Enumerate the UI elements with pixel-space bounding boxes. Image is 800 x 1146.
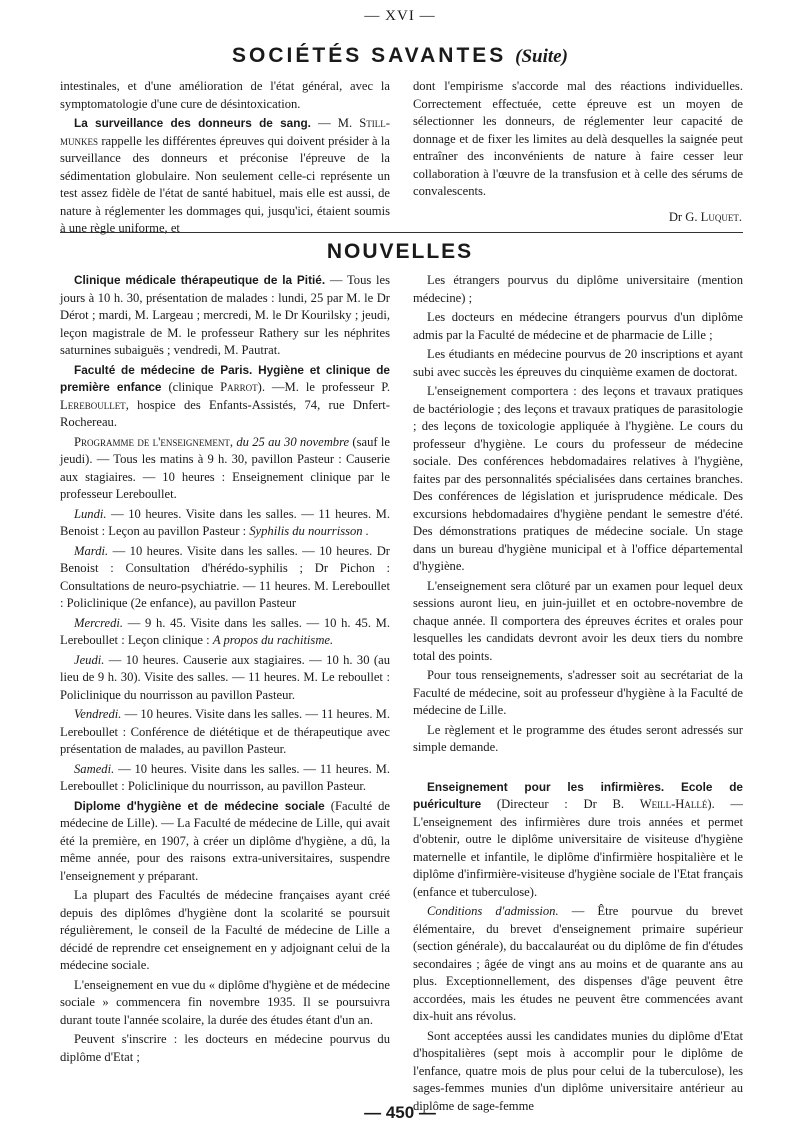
paragraph-heading: Clinique médicale thérapeutique de la Pitié. <box>74 273 326 287</box>
section-divider <box>60 232 743 233</box>
author-name: Still-munkes <box>60 116 390 148</box>
paragraph: Diplome d'hygiène et de médecine sociale (Faculté de médecine de Lille). — La Faculté de médecine de Lille, qui avait été la première, en 1907, à créer un diplôme d'hygiène, a dû, la même année, pour des raisons extra-universitaires, suspendre l'enseignement y préparant. <box>60 798 390 883</box>
paragraph: Peuvent s'inscrire : les docteurs en médecine pourvus du diplôme d'Etat ; <box>60 1032 390 1064</box>
paragraph: intestinales, et d'une amélioration de l'état général, avec la symptomatologie d'une cure de désintoxication. <box>60 79 390 111</box>
schedule-day: Mardi. — 10 heures. Visite dans les salles. — 10 heures. Dr Benoist : Consultation d'hérédo-syphilis ; Dr Pichon : Consultations de neuro-psychiatrie. — 11 heures. M. Lereboullet : Policlinique (2e enfance), au pavillon Pasteur <box>60 543 390 610</box>
header-title-main: SOCIÉTÉS SAVANTES <box>232 44 507 67</box>
running-header <box>0 44 800 68</box>
paragraph: Les docteurs en médecine étrangers pourvus d'un diplôme admis par la Faculté de médecine et de pharmacie de Lille ; <box>413 310 743 342</box>
paragraph: Programme de l'enseignement, du 25 au 30 novembre (sauf le jeudi). — Tous les matins à 9 h. 30, pavillon Pasteur : Causerie aux stagiaires. — 10 heures : Enseignement clinique par le professeur Lereboullet. <box>60 434 390 501</box>
schedule-day: Lundi. — 10 heures. Visite dans les salles. — 11 heures. M. Benoist : Leçon au pavillon Pasteur : Syphilis du nourrisson . <box>60 506 390 538</box>
section-title: NOUVELLES <box>326 240 474 263</box>
roman-page-number: — XVI — <box>364 8 436 24</box>
paragraph: L'enseignement en vue du « diplôme d'hygiène et de médecine sociale » commencera fin novembre 1935. Il se poursuivra durant toute l'année scolaire, la durée des études étant d'un an. <box>60 977 390 1027</box>
paragraph-heading: Enseignement pour les infirmières. Ecole de puériculture <box>413 779 743 811</box>
page-number: — 450 — <box>364 1103 436 1122</box>
schedule-day: Vendredi. — 10 heures. Visite dans les salles. — 11 heures. M. Lereboullet : Conférence de diététique et de thérapeutique avec présentation de malades, au pavillon Pasteur. <box>60 707 390 756</box>
signature: Dr G. Luquet. <box>668 210 742 224</box>
schedule-day: Samedi. — 10 heures. Visite dans les salles. — 11 heures. M. Lereboullet : Policlinique du nourrisson, au pavillon Pasteur. <box>60 761 390 793</box>
paragraph-heading: Faculté de médecine de Paris. Hygiène et clinique de première enfance <box>60 362 390 394</box>
left-column <box>60 272 390 1068</box>
paragraph: Pour tous renseignements, s'adresser soit au secrétariat de la Faculté de médecine, soit au professeur d'hygiène à la Faculté de médecine de Lille. <box>413 668 743 717</box>
paragraph-heading: La surveillance des donneurs de sang. <box>74 116 311 130</box>
top-right-column <box>413 78 743 203</box>
schedule-day: Jeudi. — 10 heures. Causerie aux stagiaires. — 10 h. 30 (au lieu de 9 h. 30). Visite des salles. — 11 heures. M. Le reboullet : Policlinique du nourrisson au pavillon Pasteur. <box>60 652 390 702</box>
paragraph: La plupart des Facultés de médecine françaises ayant créé depuis des diplômes d'hygiène dont la scolarité se poursuit régulièrement, le conseil de la Faculté de médecine de Lille a décidé de reprendre cet enseignement en y adjoignant celui de la médecine sociale. <box>60 888 390 972</box>
paragraph: Les étrangers pourvus du diplôme universitaire (mention médecine) ; <box>413 273 743 305</box>
paragraph: Faculté de médecine de Paris. Hygiène et clinique de première enfance (clinique Parrot). —M. le professeur P. Lereboullet, hospice des Enfants-Assistés, 74, rue Dnfert-Rochereau. <box>60 362 390 429</box>
paragraph-heading: Diplome d'hygiène et de médecine sociale <box>74 798 325 813</box>
paragraph: dont l'empirisme s'accorde mal des réactions individuelles. Correctement effectuée, cette épreuve est un moyen de sélectionner les donneurs, de réglementer leur capacité de donnage et de fixer les limites au delà desquelles la saignée peut entraîner des inconvénients de nature à faire cesser leur collaboration à l'œuvre de la transfusion et à celle des sérums de convalescents. <box>413 79 743 198</box>
paragraph: L'enseignement comportera : des leçons et travaux pratiques de bactériologie ; des leçons et travaux pratiques de parasitologie ; des leçons de toxicologie appliquée à l'hygiène. Le cours du professeur d'hygiène. Le cours du professeur de médecine sociale. Des conférences hebdomadaires relatives à l'hygiène, faites par des personnalités spécialisées dans certaines branches. Des conférences de législation et jurisprudence médicale. Des excursions hebdomadaires d'hygiène pendant le semestre d'été. Des démonstrations pratiques de médecine sociale. Un stage dans un bureau d'hygiène municipal et à l'office départemental d'hygiène. <box>413 384 743 573</box>
paragraph: Clinique médicale thérapeutique de la Pitié. — Tous les jours à 10 h. 30, présentation de malades : lundi, 25 par M. le Dr Dérot ; mardi, M. Largeau ; mercredi, M. le Dr Kourilsky ; jeudi, leçon magistrale de M. le professeur Rathery sur les néphrites saturnines subaiguës ; vendredi, M. Pautrat. <box>60 273 391 357</box>
paragraph: L'enseignement sera clôturé par un examen pour lequel deux sessions auront lieu, en juin-juillet et en octobre-novembre de chaque année. Il comportera des épreuves écrites et orales pour lesquelles les candidats devront avoir les deux tiers du nombre total des points. <box>413 578 743 663</box>
paragraph: La surveillance des donneurs de sang. — M. Still-munkes rappelle les différentes épreuves qui doivent présider à la surveillance des donneurs et préconise l'épreuve de la sédimentation globulaire. Non seulement celle-ci représente un test assez fidèle de l'état de santé habituel, mais elle est aussi, de nature à réglementer les dommages qui, jusqu'ici, étaient soumis à une règle uniforme, et <box>60 116 390 235</box>
paragraph: Les étudiants en médecine pourvus de 20 inscriptions et ayant subi avec succès les épreuves du cinquième examen de doctorat. <box>413 347 743 379</box>
paragraph: Enseignement pour les infirmières. Ecole de puériculture (Directeur : Dr B. Weill-Hallé). — L'enseignement des infirmières dure trois années et permet d'obtenir, outre le diplôme universitaire de visiteuse d'hygiène maternelle et infantile, le diplôme d'infirmière hospitalière et le diplôme d'infirmière-visiteuse d'hygiène sociale de l'Etat français (enfance et tuberculose). <box>413 779 743 899</box>
right-column <box>413 272 743 1117</box>
schedule-day: Mercredi. — 9 h. 45. Visite dans les salles. — 10 h. 45. M. Lereboullet : Leçon clinique : A propos du rachitisme. <box>60 615 390 647</box>
paragraph: Le règlement et le programme des études seront adressés sur simple demande. <box>413 722 743 754</box>
paragraph: Conditions d'admission. — Être pourvue du brevet élémentaire, du brevet d'enseignement primaire supérieur (section générale), du baccalauréat ou du diplôme de fin d'études secondaires ; âgée de vingt ans au moins et de quarante ans au plus. Exceptionnellement, des dispenses d'âge peuvent être accordées, mais les études ne peuvent être commencées avant dix-huit ans révolus. <box>413 904 744 1023</box>
top-left-column <box>60 78 390 240</box>
paragraph: Sont acceptées aussi les candidates munies du diplôme d'Etat d'hospitalières (sept mois à accomplir pour le diplôme de l'enfance, quatre mois de plus pour celui de la tuberculose), les sages-femmes munies d'un diplôme universitaire antérieur au diplôme de sage-femme <box>413 1028 743 1113</box>
header-title-suite: (Suite) <box>515 46 568 67</box>
